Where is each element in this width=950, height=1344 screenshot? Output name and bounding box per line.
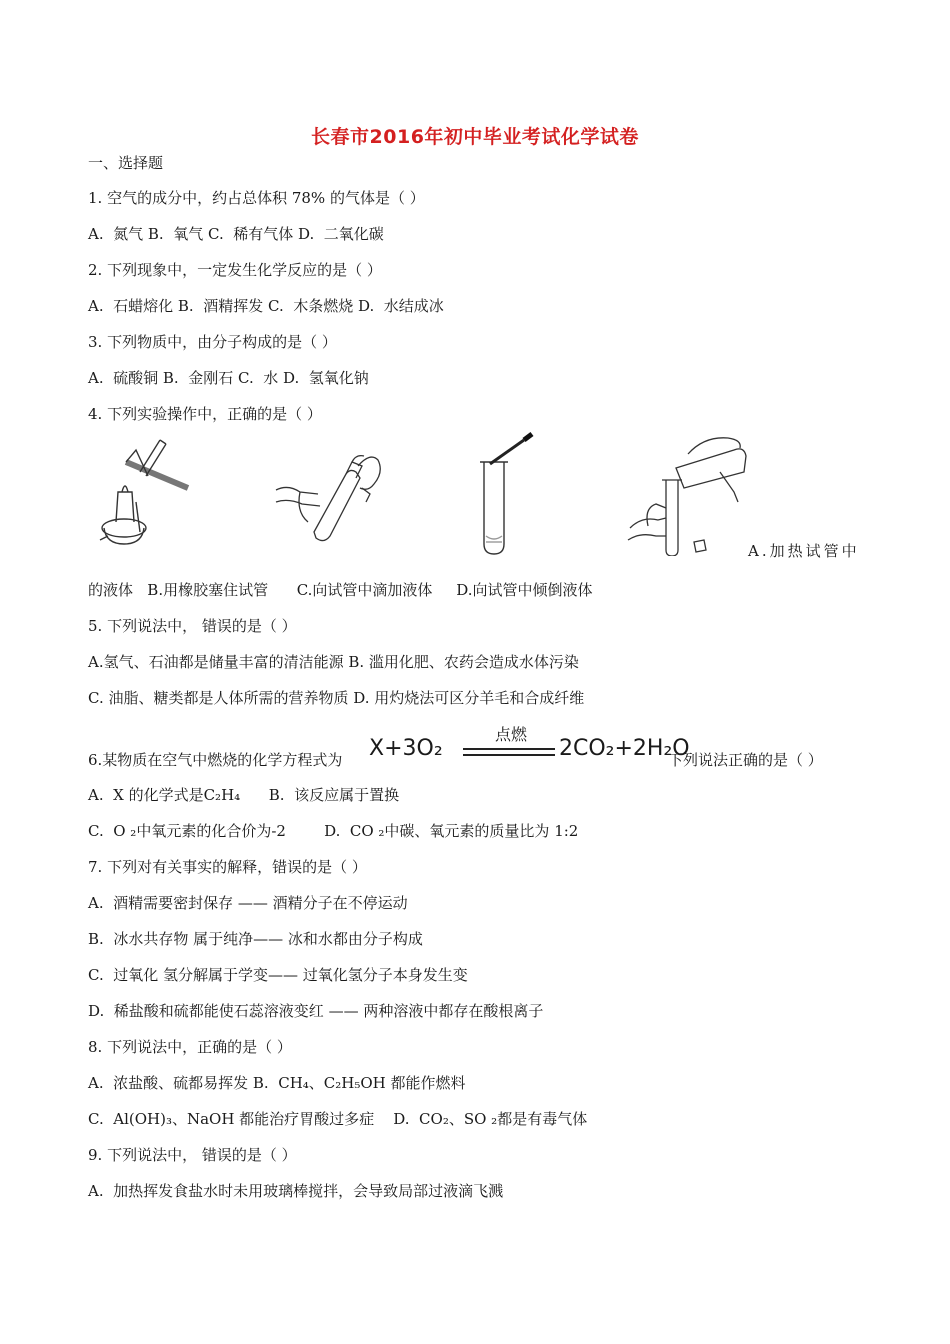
q1-stem: 1. 空气的成分中，约占总体积 78% 的气体是（ ） [88,189,425,207]
q3-options: A. 硫酸铜 B. 金刚石 C. 水 D. 氢氧化钠 [88,369,369,387]
q6-options-cd: C. O ₂中氧元素的化合价为-2 D. CO ₂中碳、氧元素的质量比为 1:2 [88,822,579,840]
q9-stem: 9. 下列说法中， 错误的是（ ） [88,1146,297,1164]
q9-option-a: A. 加热挥发食盐水时未用玻璃棒搅拌，会导致局部过液滴飞溅 [88,1182,504,1200]
q7-stem: 7. 下列对有关事实的解释，错误的是（ ） [88,858,367,876]
q7-option-a: A. 酒精需要密封保存 —— 酒精分子在不停运动 [88,894,408,912]
q6-options-ab: A. X 的化学式是C₂H₄ B. 该反应属于置换 [88,786,400,804]
q4-options: 的液体 B.用橡胶塞住试管 C.向试管中滴加液体 D.向试管中倾倒液体 [88,581,593,599]
equation-reactants: X+3O₂ [369,736,443,761]
q5-stem: 5. 下列说法中， 错误的是（ ） [88,617,297,635]
page-title: 长春市2016年初中毕业考试化学试卷 [311,126,639,148]
q4-option-a-label: A.加热试管中 [748,542,860,560]
q7-option-c: C. 过氧化 氢分解属于学变—— 过氧化氢分子本身发生变 [88,966,468,984]
figure-heating-test-tube [96,432,206,550]
figure-dropper-test-tube [472,432,542,556]
equation-products: 2CO₂+2H₂O [559,736,690,761]
q5-options-ab: A.氢气、石油都是储量丰富的清洁能源 B. 滥用化肥、农药会造成水体污染 [88,653,579,671]
q1-options: A. 氮气 B. 氧气 C. 稀有气体 D. 二氧化碳 [88,225,384,243]
section-heading: 一、选择题 [88,154,164,172]
q5-options-cd: C. 油脂、糖类都是人体所需的营养物质 D. 用灼烧法可区分羊毛和合成纤维 [88,689,585,707]
figure-stopper-test-tube [274,432,384,550]
q6-stem-before: 6.某物质在空气中燃烧的化学方程式为 [88,751,343,769]
equation-sign-line [463,748,555,750]
q4-stem: 4. 下列实验操作中，正确的是（ ） [88,405,322,423]
q6-chemical-equation [369,722,690,774]
q6-stem-after: 下列说法正确的是（ ） [668,751,823,769]
equation-condition: 点燃 [494,725,527,744]
q8-options-ab: A. 浓盐酸、硫都易挥发 B. CH₄、C₂H₅OH 都能作燃料 [88,1074,466,1092]
q3-stem: 3. 下列物质中，由分子构成的是（ ） [88,333,337,351]
equation-sign-line [463,754,555,756]
q8-options-cd: C. Al(OH)₃、NaOH 都能治疗胃酸过多症 D. CO₂、SO ₂都是有毒气体 [88,1110,588,1128]
q2-stem: 2. 下列现象中，一定发生化学反应的是（ ） [88,261,382,279]
q7-option-b: B. 冰水共存物 属于纯净—— 冰和水都由分子构成 [88,930,423,948]
figure-pouring-liquid [624,432,754,556]
q8-stem: 8. 下列说法中，正确的是（ ） [88,1038,292,1056]
q7-option-d: D. 稀盐酸和硫都能使石蕊溶液变红 —— 两种溶液中都存在酸根离子 [88,1002,544,1020]
q2-options: A. 石蜡熔化 B. 酒精挥发 C. 木条燃烧 D. 水结成冰 [88,297,444,315]
